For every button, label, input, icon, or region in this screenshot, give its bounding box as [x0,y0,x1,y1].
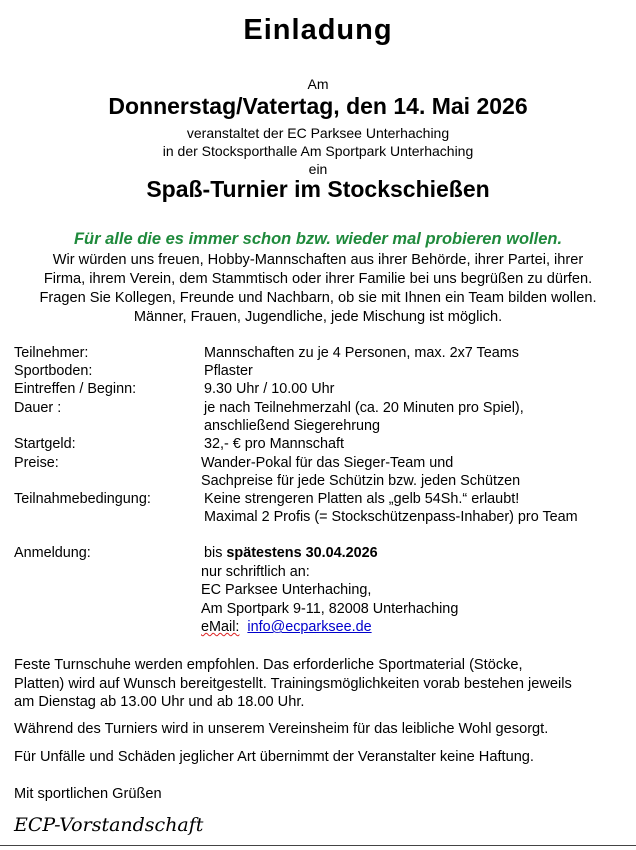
detail-label-teilnahmebedingung: Teilnahmebedingung: [14,491,151,507]
registration-address-name: EC Parksee Unterhaching, [201,582,372,598]
event-date: Donnerstag/Vatertag, den 14. Mai 2026 [108,93,528,119]
note-paragraph-line: Feste Turnschuhe werden empfohlen. Das erforderliche Sportmaterial (Stöcke, [14,657,523,673]
detail-value-bedingung-cont: Maximal 2 Profis (= Stockschützenpass-Inhaber) pro Team [204,509,578,525]
registration-deadline [204,545,378,561]
detail-value-sportboden: Pflaster [204,363,253,379]
detail-label-beginn: Eintreffen / Beginn: [14,381,137,397]
closing-greeting: Mit sportlichen Grüßen [14,786,162,802]
event-title: Spaß-Turnier im Stockschießen [146,176,490,202]
document-title: Einladung [243,14,393,46]
signature: ECP-Vorstandschaft [14,814,204,836]
detail-label-dauer: Dauer : [14,400,62,416]
detail-value-preise: Wander-Pokal für das Sieger-Team und [201,455,454,471]
intro-line: Männer, Frauen, Jugendliche, jede Mischung ist möglich. [133,309,503,325]
intro-line: Fragen Sie Kollegen, Freunde und Nachbarn, ob sie mit Ihnen ein Team bilden wollen. [39,290,597,306]
intro-line: Wir würden uns freuen, Hobby-Mannschaften aus ihrer Behörde, ihrer Partei, ihrer [52,252,584,268]
registration-line-2: nur schriftlich an: [201,564,310,580]
detail-value-startgeld: 32,- € pro Mannschaft [204,436,344,452]
detail-value-teilnehmer: Mannschaften zu je 4 Personen, max. 2x7 Teams [204,345,519,361]
registration-deadline-date: spätestens 30.04.2026 [226,545,378,561]
am-label: Am [307,76,329,92]
email-label: eMail: [201,619,240,635]
registration-email-row [201,619,372,635]
note-paragraph-line: am Dienstag ab 13.00 Uhr und ab 18.00 Uhr. [14,694,305,710]
page-edge-divider [0,845,636,846]
detail-value-dauer-cont: anschließend Siegerehrung [204,418,381,434]
ein-label: ein [308,161,328,177]
liability-note: Für Unfälle und Schäden jeglicher Art übernimmt der Veranstalter keine Haftung. [14,749,534,765]
tagline: Für alle die es immer schon bzw. wieder mal probieren wollen. [73,230,563,248]
registration-bis: bis [204,545,223,561]
note-paragraph-line: Platten) wird auf Wunsch bereitgestellt. Trainingsmöglichkeiten vorab bestehen jeweils [14,676,572,692]
catering-note: Während des Turniers wird in unserem Vereinsheim für das leibliche Wohl gesorgt. [14,721,549,737]
detail-label-teilnehmer: Teilnehmer: [14,345,89,361]
detail-label-startgeld: Startgeld: [14,436,76,452]
email-link[interactable]: info@ecparksee.de [247,619,372,635]
organizer-line-2: in der Stocksporthalle Am Sportpark Unterhaching [162,143,474,159]
detail-label-preise: Preise: [14,455,59,471]
organizer-line-1: veranstaltet der EC Parksee Unterhaching [186,125,450,141]
detail-label-sportboden: Sportboden: [14,363,93,379]
detail-value-beginn: 9.30 Uhr / 10.00 Uhr [204,381,335,397]
detail-value-bedingung: Keine strengeren Platten als „gelb 54Sh.“ erlaubt! [204,491,520,507]
intro-line: Firma, ihrem Verein, dem Stammtisch oder ihrer Familie bei uns begrüßen zu dürfen. [43,271,593,287]
registration-label: Anmeldung: [14,545,91,561]
registration-address-street: Am Sportpark 9-11, 82008 Unterhaching [201,601,459,617]
detail-value-preise-cont: Sachpreise für jede Schützin bzw. jeden Schützen [201,473,521,489]
detail-value-dauer: je nach Teilnehmerzahl (ca. 20 Minuten pro Spiel), [204,400,524,416]
